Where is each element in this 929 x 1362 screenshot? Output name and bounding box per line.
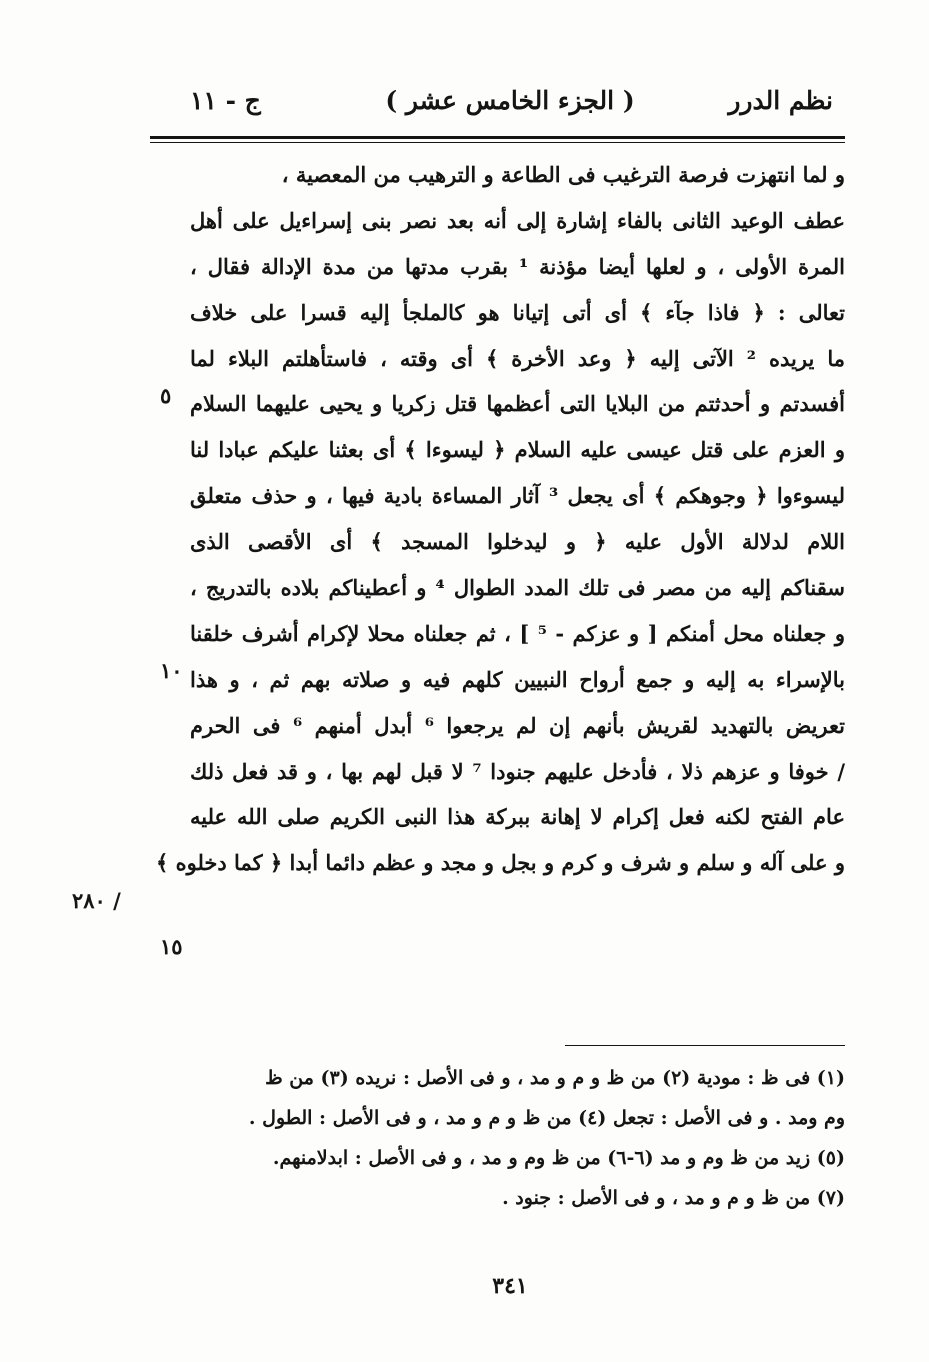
text-line-10: سقناكم إليه من مصر فى تلك المدد الطوال ⁴ و أعطيناكم بلاده بالتدريج ، <box>190 575 845 601</box>
volume-number: ج - ١١ <box>190 86 261 115</box>
line-number-10: ١٠ <box>160 658 183 683</box>
text-line-9: اللام لدلالة الأول عليه ﴿ و ليدخلوا المسجد ﴾ أى الأقصى الذى <box>190 529 845 555</box>
text-line-6: أفسدتم و أحدثتم من البلايا التى أعظمها قتل زكريا و يحيى عليهما السلام <box>190 391 845 417</box>
footnote-line-2: وم ومد . و فى الأصل : تجعل (٤) من ظ و م و مد ، و فى الأصل : الطول . <box>248 1107 845 1129</box>
page-number: ٣٤١ <box>492 1273 528 1299</box>
text-line-5: ما يريده ² الآتى إليه ﴿ وعد الأخرة ﴾ أى وقته ، فاستأهلتم البلاء لما <box>190 345 845 371</box>
text-line-13: تعريض بالتهديد لقريش بأنهم إن لم يرجعوا ⁶ أبدل أمنهم ⁶ فى الحرم <box>190 712 845 738</box>
footnote-line-4: (٧) من ظ و م و مد ، و فى الأصل : جنود . <box>502 1187 845 1209</box>
text-line-12: بالإسراء به إليه و جمع أرواح النبيين كلهم فيه و صلاته بهم ثم ، و هذا <box>190 666 845 692</box>
text-line-14: / خوفا و عزهم ذلا ، فأدخل عليهم جنودا ⁷ لا قبل لهم بها ، و قد فعل ذلك <box>190 758 845 784</box>
text-line-15: عام الفتح لكنه فعل إكرام لا إهانة ببركة هذا النبى الكريم صلى الله عليه <box>190 804 845 830</box>
footnotes <box>190 1058 845 1218</box>
header-rule-thin <box>150 142 845 143</box>
header-rule-thick <box>150 136 845 139</box>
text-line-3: المرة الأولى ، و لعلها أيضا مؤذنة ¹ بقرب مدتها من مدة الإدالة فقال ، <box>190 253 845 279</box>
line-number-15: ١٥ <box>160 934 183 959</box>
line-number-5: ٥ <box>160 383 172 408</box>
text-line-4: تعالى : ﴿ فاذا جآء ﴾ أى أتى إتيانا هو كالملجأ إليه قسرا على خلاف <box>190 299 845 325</box>
text-line-8: ليسوءوا ﴿ وجوهكم ﴾ أى يجعل ³ آثار المساءة بادية فيها ، و حذف متعلق <box>190 483 845 509</box>
text-line-11: و جعلناه محل أمنكم [ و عزكم - ⁵ ] ، ثم جعلناه محلا لإكرام أشرف خلقنا <box>190 620 845 646</box>
footnote-line-1: (١) فى ظ : مودية (٢) من ظ و م و مد ، و فى الأصل : نريده (٣) من ظ <box>265 1067 845 1089</box>
book-title: نظم الدرر <box>728 86 833 115</box>
part-title: ( الجزء الخامس عشر ) <box>385 86 635 115</box>
footnote-line-3: (٥) زيد من ظ وم و مد (٦-٦) من ظ وم و مد ، و فى الأصل : ابدلامنهم. <box>272 1147 845 1169</box>
footnote-rule <box>565 1045 845 1046</box>
text-line-7: و العزم على قتل عيسى عليه السلام ﴿ ليسوءا ﴾ أى بعثنا عليكم عبادا لنا <box>190 437 845 463</box>
text-line-16: و على آله و سلم و شرف و كرم و بجل و مجد و عظم دائما أبدا ﴿ كما دخلوه ﴾ <box>155 850 845 876</box>
text-line-1: و لما انتهزت فرصة الترغيب فى الطاعة و الترهيب من المعصية ، <box>281 162 845 187</box>
margin-page-reference: ٢٨٠ / <box>72 888 121 913</box>
text-line-2: عطف الوعيد الثانى بالفاء إشارة إلى أنه بعد نصر بنى إسراءيل على أهل <box>190 207 845 233</box>
